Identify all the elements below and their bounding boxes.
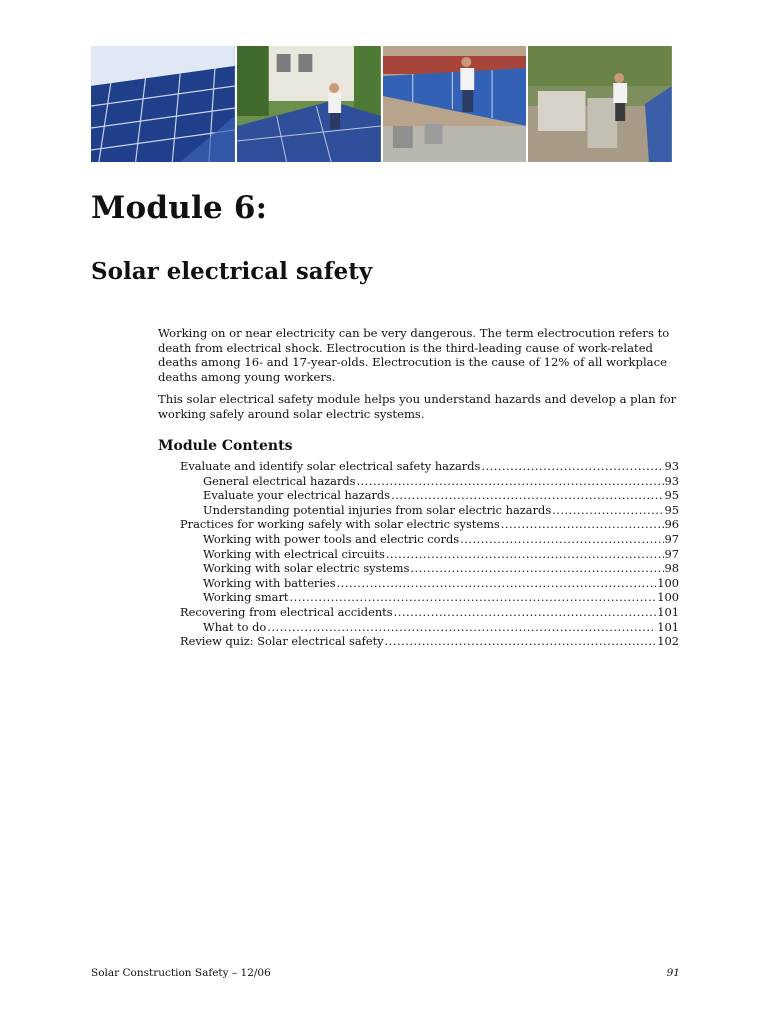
toc-entry-label: What to do <box>203 619 267 634</box>
toc-entry[interactable] <box>180 474 679 489</box>
toc-entry[interactable] <box>180 605 679 620</box>
toc-leader <box>460 532 663 546</box>
toc-leader <box>385 634 657 648</box>
toc-page-number: 93 <box>664 473 679 488</box>
toc-leader <box>386 547 664 561</box>
toc-entry[interactable] <box>180 517 679 532</box>
toc-leader <box>337 576 657 590</box>
banner-photo-solar-panels <box>91 46 235 162</box>
toc-leader <box>410 561 663 575</box>
banner-photo-rooftop-worker <box>383 46 527 162</box>
toc-page-number: 97 <box>664 546 679 561</box>
footer-document-title: Solar Construction Safety – 12/06 <box>91 967 271 979</box>
toc-entry[interactable] <box>180 488 679 503</box>
toc-page-number: 95 <box>664 488 679 503</box>
toc-entry[interactable] <box>180 532 679 547</box>
intro-paragraph-1: Working on or near electricity can be very dangerous. The term electrocution refers to death from electrical shock. Electrocution is the third-leading cause of work-related deaths among 16- and 17-year-olds. Electrocution is the cause of 12% of all workplace deaths among young workers. <box>158 326 670 385</box>
toc-entry-label: Review quiz: Solar electrical safety <box>180 634 384 649</box>
toc-page-number: 98 <box>664 561 679 576</box>
banner-photo-worker-house <box>237 46 381 162</box>
intro-paragraph-2: This solar electrical safety module helps you understand hazards and develop a plan for working safely around solar electric systems. <box>158 391 677 421</box>
toc-entry-label: Working with solar electric systems <box>203 561 410 576</box>
toc-entry-label: Working with electrical circuits <box>203 546 385 561</box>
toc-page-number: 97 <box>664 531 679 546</box>
toc-page-number: 100 <box>657 575 679 590</box>
toc-leader <box>391 488 663 502</box>
toc-page-number: 93 <box>664 459 679 473</box>
toc-entry-label: Evaluate and identify solar electrical safety hazards <box>180 459 481 473</box>
toc-entry-label: Working smart <box>203 590 289 605</box>
toc-entry[interactable] <box>180 503 679 518</box>
toc-entry[interactable] <box>180 620 679 635</box>
toc-leader <box>267 620 656 634</box>
toc-page-number: 95 <box>664 502 679 517</box>
table-of-contents <box>180 459 679 649</box>
toc-entry[interactable] <box>180 561 679 576</box>
toc-entry-label: General electrical hazards <box>203 473 356 488</box>
toc-entry-label: Working with batteries <box>203 575 336 590</box>
toc-leader <box>394 605 657 619</box>
toc-page-number: 100 <box>657 590 679 605</box>
toc-entry[interactable] <box>180 547 679 562</box>
toc-leader <box>357 474 664 488</box>
toc-leader <box>552 503 663 517</box>
toc-leader <box>481 459 663 473</box>
footer-page-number: 91 <box>666 967 680 979</box>
banner-photo-rooftop-equipment <box>528 46 672 162</box>
toc-page-number: 101 <box>657 604 679 619</box>
toc-entry-label: Understanding potential injuries from solar electric hazards <box>203 502 552 517</box>
toc-entry[interactable] <box>180 576 679 591</box>
toc-page-number: 101 <box>657 619 679 634</box>
toc-entry-label: Evaluate your electrical hazards <box>203 488 391 503</box>
toc-entry-label: Recovering from electrical accidents <box>180 604 393 619</box>
header-photo-banner <box>91 46 672 162</box>
toc-page-number: 96 <box>664 517 679 532</box>
module-title: Module 6: <box>91 190 268 226</box>
toc-entry[interactable] <box>180 590 679 605</box>
toc-leader <box>501 517 664 531</box>
toc-leader <box>290 590 657 604</box>
toc-entry[interactable] <box>180 459 679 474</box>
contents-heading: Module Contents <box>158 438 293 454</box>
toc-page-number: 102 <box>657 634 679 649</box>
toc-entry-label: Working with power tools and electric cords <box>203 531 460 546</box>
module-subtitle: Solar electrical safety <box>91 258 373 285</box>
intro-text <box>158 326 678 428</box>
toc-entry-label: Practices for working safely with solar electric systems <box>180 517 500 532</box>
toc-entry[interactable] <box>180 634 679 649</box>
